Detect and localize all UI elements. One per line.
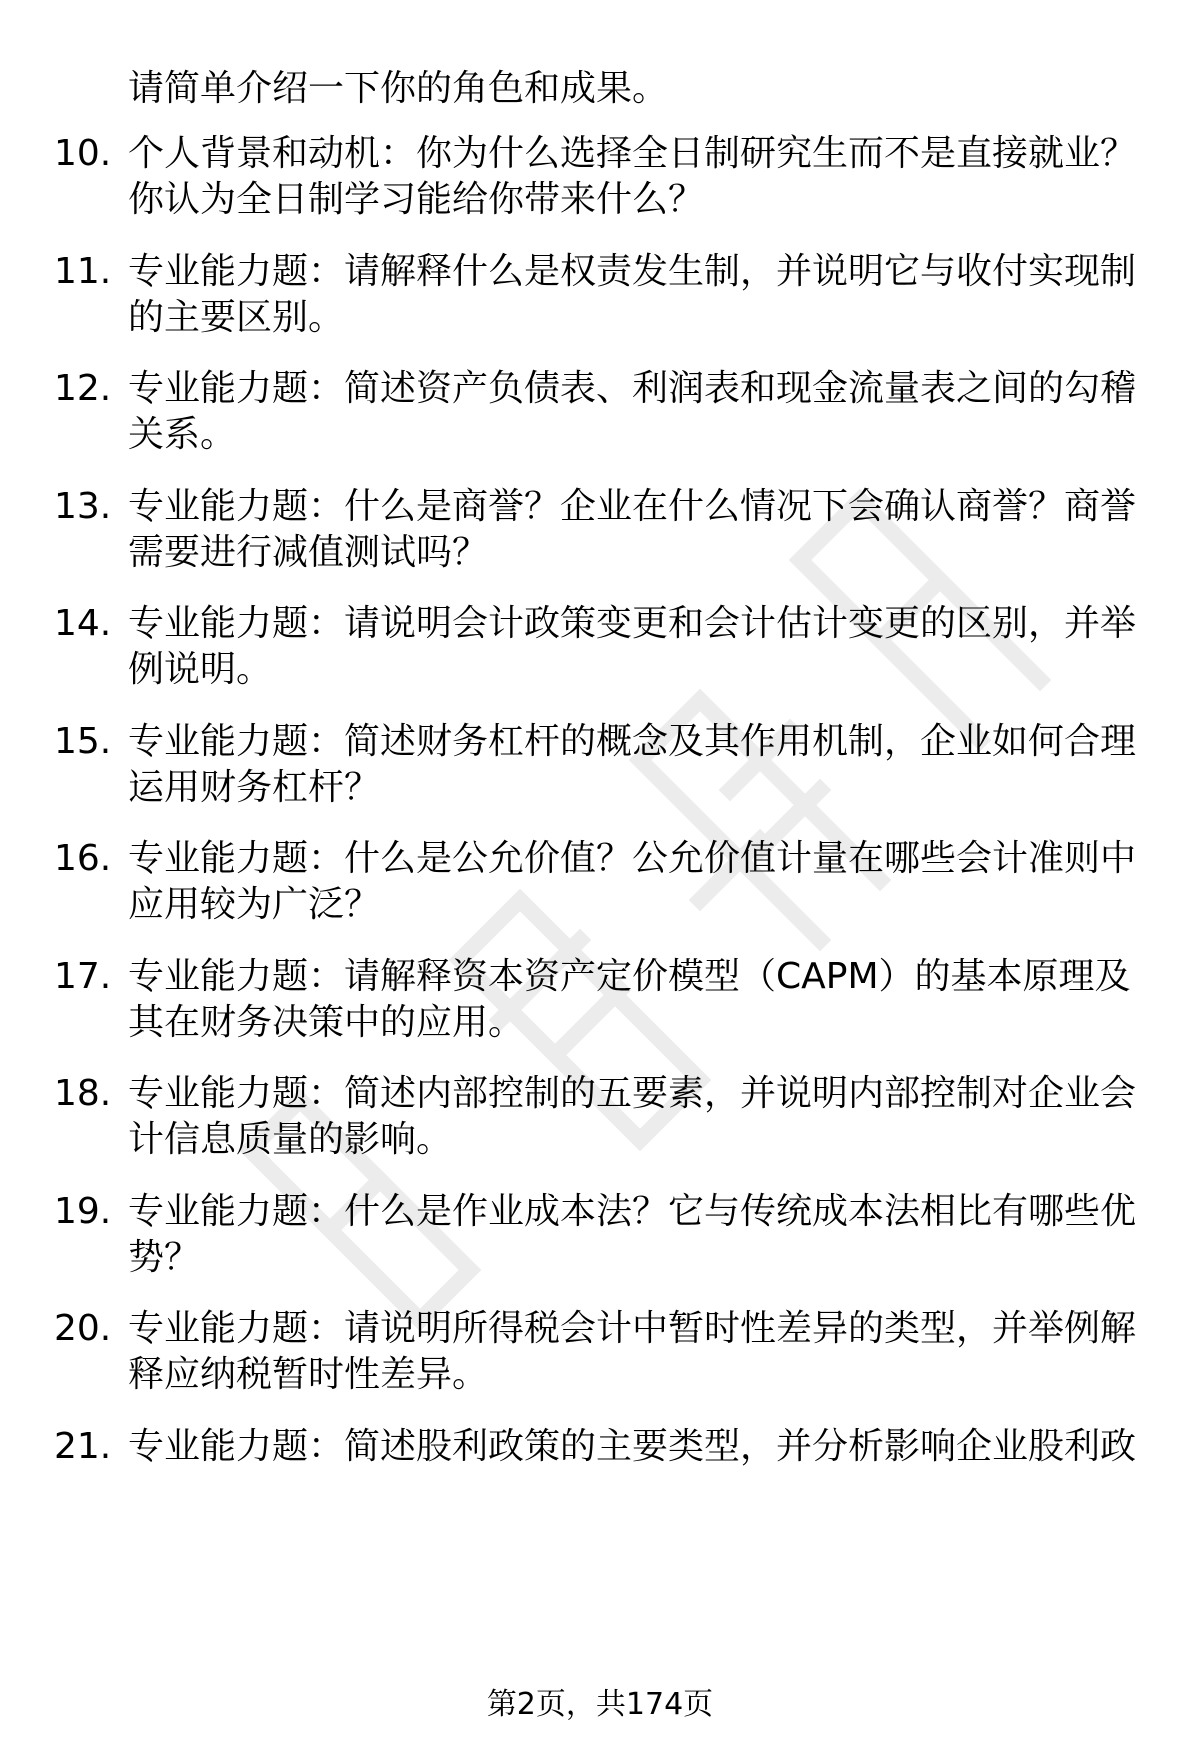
- list-item-text: 计信息质量的影响。: [128, 1119, 453, 1160]
- list-item-number: 15.: [54, 720, 112, 762]
- list-item-number: 17.: [54, 955, 112, 997]
- list-item-text: 运用财务杠杆？: [128, 766, 381, 808]
- list-item-text: 势？: [128, 1236, 201, 1278]
- list-item-text: 专业能力题：什么是商誉？企业在什么情况下会确认商誉？商誉: [128, 485, 1137, 527]
- list-item-number: 18.: [54, 1073, 112, 1114]
- list-item-text: 释应纳税暂时性差异。: [128, 1354, 489, 1395]
- list-item-text: 应用较为广泛？: [128, 884, 381, 925]
- list-item-number: 10.: [54, 133, 112, 174]
- list-item-text: 专业能力题：请说明所得税会计中暂时性差异的类型，并举例解: [128, 1308, 1137, 1349]
- list-item-text: 专业能力题：什么是公允价值？公允价值计量在哪些会计准则中: [128, 838, 1137, 879]
- list-item-number: 12.: [54, 368, 112, 409]
- list-item-number: 20.: [54, 1308, 112, 1349]
- list-item-text: 专业能力题：简述内部控制的五要素，并说明内部控制对企业会: [128, 1073, 1137, 1114]
- continuation-text: 请简单介绍一下你的角色和成果。: [128, 68, 669, 109]
- list-item-text: 例说明。: [128, 649, 273, 690]
- list-item-text: 专业能力题：请解释资本资产定价模型（CAPM）的基本原理及: [128, 955, 1131, 997]
- list-item-text: 专业能力题：什么是作业成本法？它与传统成本法相比有哪些优: [128, 1190, 1137, 1232]
- list-item-number: 13.: [54, 485, 112, 527]
- list-item-number: 14.: [54, 603, 112, 644]
- list-item-text: 需要进行减值测试吗？: [128, 531, 489, 573]
- list-item-text: 关系。: [128, 414, 237, 455]
- list-item-text: 你认为全日制学习能给你带来什么？: [128, 179, 705, 220]
- list-item-number: 19.: [54, 1190, 112, 1232]
- list-item-text: 专业能力题：请说明会计政策变更和会计估计变更的区别，并举: [128, 603, 1137, 644]
- list-item-text: 专业能力题：简述股利政策的主要类型，并分析影响企业股利政: [128, 1425, 1137, 1467]
- list-item-number: 11.: [54, 250, 112, 292]
- list-item-text: 的主要区别。: [128, 296, 345, 338]
- list-item-text: 其在财务决策中的应用。: [128, 1001, 525, 1043]
- list-item-text: 专业能力题：简述财务杠杆的概念及其作用机制，企业如何合理: [128, 720, 1137, 762]
- list-item-text: 个人背景和动机：你为什么选择全日制研究生而不是直接就业？: [128, 133, 1137, 174]
- list-item-number: 16.: [54, 838, 112, 879]
- page-footer: 第2页，共174页: [486, 1687, 714, 1722]
- list-item-number: 21.: [54, 1425, 112, 1467]
- list-item-text: 专业能力题：简述资产负债表、利润表和现金流量表之间的勾稽: [128, 368, 1137, 409]
- list-item-text: 专业能力题：请解释什么是权责发生制，并说明它与收付实现制: [128, 250, 1137, 292]
